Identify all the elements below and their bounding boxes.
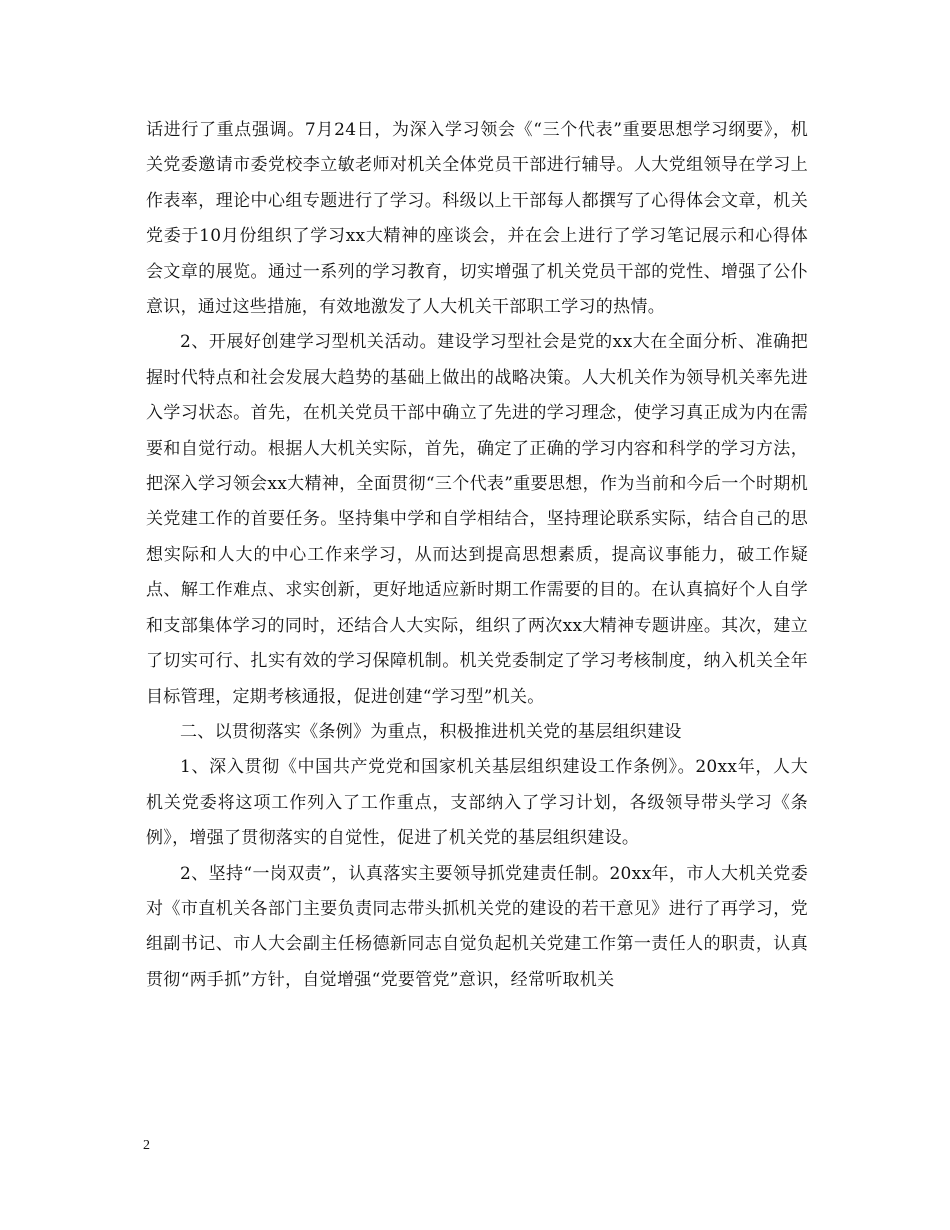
document-body [146, 113, 808, 998]
paragraph-3: 1、深入贯彻《中国共产党党和国家机关基层组织建设工作条例》。20xx年，人大机关党委将这项工作列入了工作重点，支部纳入了学习计划，各级领导带头学习《条例》，增强了贯彻落实的自觉性，促进了机关党的基层组织建设。 [146, 757, 808, 849]
paragraph-4: 2、坚持“一岗双责”，认真落实主要领导抓党建责任制。20xx年，市人大机关党委对《市直机关各部门主要负责同志带头抓机关党的建设的若干意见》进行了再学习，党组副书记、市人大会副主任杨德新同志自觉负起机关党建工作第一责任人的职责，认真贯彻“两手抓”方针，自觉增强“党要管党”意识，经常听取机关 [146, 863, 808, 990]
paragraph-2: 2、开展好创建学习型机关活动。建设学习型社会是党的xx大在全面分析、准确把握时代特点和社会发展大趋势的基础上做出的战略决策。人大机关作为领导机关率先进入学习状态。首先，在机关党员干部中确立了先进的学习理念，使学习真正成为内在需要和自觉行动。根据人大机关实际，首先，确定了正确的学习内容和科学的学习方法，把深入学习领会xx大精神，全面贯彻“三个代表”重要思想，作为当前和今后一个时期机关党建工作的首要任务。坚持集中学和自学相结合，坚持理论联系实际，结合自己的思想实际和人大的中心工作来学习，从而达到提高思想素质，提高议事能力，破工作疑点、解工作难点、求实创新，更好地适应新时期工作需要的目的。在认真搞好个人自学和支部集体学习的同时，还结合人大实际，组织了两次xx大精神专题讲座。其次，建立了切实可行、扎实有效的学习保障机制。机关党委制定了学习考核制度，纳入机关全年目标管理，定期考核通报，促进创建“学习型”机关。 [146, 332, 808, 707]
section-heading: 二、以贯彻落实《条例》为重点，积极推进机关党的基层组织建设 [180, 721, 682, 742]
page-number: 2 [143, 1138, 150, 1153]
paragraph-1: 话进行了重点强调。7月24日，为深入学习领会《“三个代表”重要思想学习纲要》，机关党委邀请市委党校李立敏老师对机关全体党员干部进行辅导。人大党组领导在学习上作表率，理论中心组专题进行了学习。科级以上干部每人都撰写了心得体会文章，机关党委于10月份组织了学习xx大精神的座谈会，并在会上进行了学习笔记展示和心得体会文章的展览。通过一系列的学习教育，切实增强了机关党员干部的党性、增强了公仆意识，通过这些措施，有效地激发了人大机关干部职工学习的热情。 [146, 120, 808, 318]
